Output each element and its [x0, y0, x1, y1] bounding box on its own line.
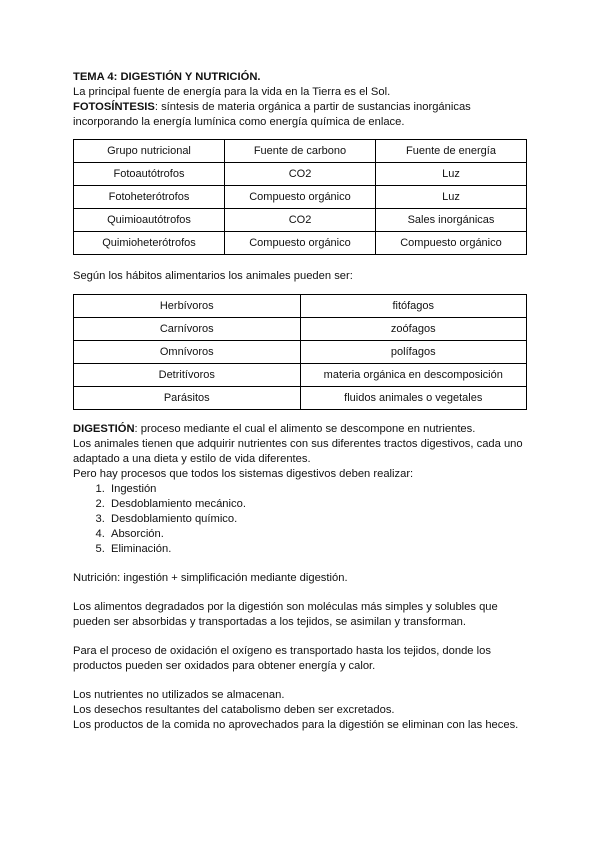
table-row [74, 232, 527, 255]
intro-line: La principal fuente de energía para la vida en la Tierra es el Sol. [73, 86, 391, 98]
list-item: 2. Desdoblamiento mecánico. [108, 497, 527, 512]
paragraph-line: Los nutrientes no utilizados se almacenan. [73, 689, 285, 701]
paragraph-line: Los alimentos degradados por la digestión son moléculas más simples y solubles que [73, 601, 498, 613]
nutrition-table [73, 139, 527, 255]
digestion-steps-list [73, 482, 527, 557]
table-row [74, 387, 527, 410]
table-row [74, 295, 527, 318]
nutricion-line: Nutrición: ingestión + simplificación mediante digestión. [73, 572, 348, 584]
table-cell: Fotoautótrofos [74, 163, 225, 186]
table-cell: Compuesto orgánico [225, 232, 376, 255]
list-item: 1. Ingestión [108, 482, 527, 497]
fotosintesis-text-1: : síntesis de materia orgánica a partir de sustancias inorgánicas [154, 101, 471, 113]
table-row [74, 163, 527, 186]
digestion-definition [73, 422, 527, 437]
table-row [74, 318, 527, 341]
paragraph-line: Los desechos resultantes del catabolismo deben ser excretados. [73, 704, 395, 716]
table-cell: Quimioautótrofos [74, 209, 225, 232]
paragraph-line: Los productos de la comida no aprovechados para la digestión se eliminan con las heces. [73, 719, 519, 731]
table-header-cell: Grupo nutricional [74, 140, 225, 163]
table-row [74, 209, 527, 232]
document-page [73, 70, 527, 733]
digestion-term: DIGESTIÓN [73, 423, 135, 435]
table-cell: materia orgánica en descomposición [300, 364, 527, 387]
paragraph-line: Para el proceso de oxidación el oxígeno es transportado hasta los tejidos, donde los [73, 645, 491, 657]
habits-table [73, 294, 527, 410]
table-cell: Sales inorgánicas [376, 209, 527, 232]
fotosintesis-term: FOTOSÍNTESIS [73, 101, 155, 113]
table-cell: CO2 [225, 163, 376, 186]
table-row [74, 364, 527, 387]
table-header-cell: Fuente de carbono [225, 140, 376, 163]
table-cell: Herbívoros [74, 295, 301, 318]
table-cell: Detritívoros [74, 364, 301, 387]
digestion-line-3: adaptado a una dieta y estilo de vida diferentes. [73, 453, 311, 465]
fotosintesis-definition [73, 100, 527, 115]
table-cell: polífagos [300, 341, 527, 364]
digestion-line-4: Pero hay procesos que todos los sistemas digestivos deben realizar: [73, 468, 414, 480]
table-cell: Parásitos [74, 387, 301, 410]
habits-intro: Según los hábitos alimentarios los animales pueden ser: [73, 270, 353, 282]
table-cell: Omnívoros [74, 341, 301, 364]
table-cell: fitófagos [300, 295, 527, 318]
table-cell: Luz [376, 163, 527, 186]
table-cell: Compuesto orgánico [376, 232, 527, 255]
list-item: 5. Eliminación. [108, 542, 527, 557]
table-cell: CO2 [225, 209, 376, 232]
list-item: 4. Absorción. [108, 527, 527, 542]
digestion-line-2: Los animales tienen que adquirir nutrientes con sus diferentes tractos digestivos, cada uno [73, 438, 523, 450]
table-header-cell: Fuente de energía [376, 140, 527, 163]
table-row [74, 341, 527, 364]
paragraph-line: pueden ser absorbidas y transportadas a los tejidos, se asimilan y transforman. [73, 616, 467, 628]
table-cell: Carnívoros [74, 318, 301, 341]
table-cell: fluidos animales o vegetales [300, 387, 527, 410]
paragraph-line: productos pueden ser oxidados para obtener energía y calor. [73, 660, 376, 672]
document-title: TEMA 4: DIGESTIÓN Y NUTRICIÓN. [73, 71, 261, 83]
table-header-row [74, 140, 527, 163]
table-row [74, 186, 527, 209]
table-cell: zoófagos [300, 318, 527, 341]
digestion-text: : proceso mediante el cual el alimento se descompone en nutrientes. [134, 423, 476, 435]
list-item: 3. Desdoblamiento químico. [108, 512, 527, 527]
table-cell: Quimioheterótrofos [74, 232, 225, 255]
table-cell: Luz [376, 186, 527, 209]
fotosintesis-text-2: incorporando la energía lumínica como energía química de enlace. [73, 116, 405, 128]
table-cell: Fotoheterótrofos [74, 186, 225, 209]
table-cell: Compuesto orgánico [225, 186, 376, 209]
